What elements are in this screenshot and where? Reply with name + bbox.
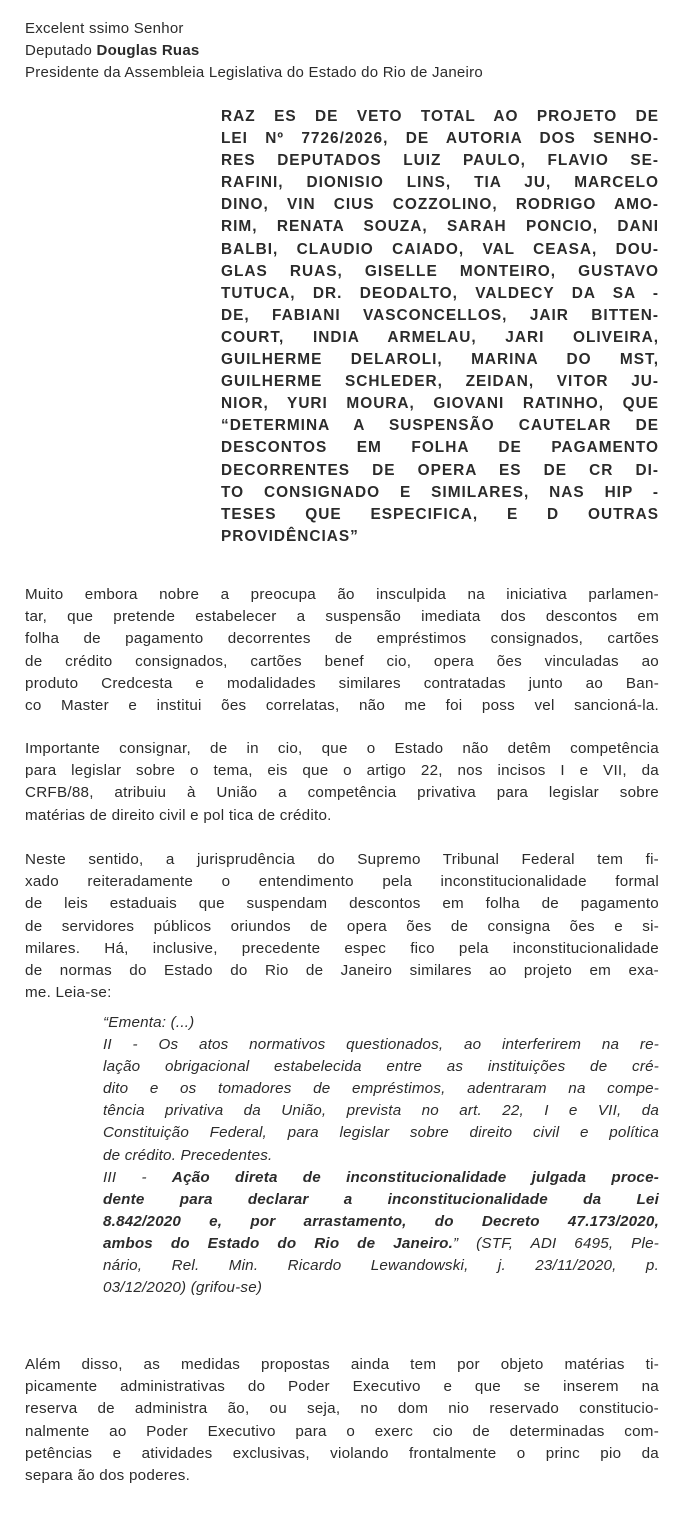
paragraph-line: me. Leia-se: xyxy=(25,984,112,1002)
paragraph-line: de leis estaduais que suspendam descontos em folha de pagamento xyxy=(25,895,659,913)
paragraph-line: folha de pagamento decorrentes de empréstimos consignados, cartões xyxy=(25,630,659,648)
paragraph-line: Importante consignar, de in cio, que o Estado não detêm competência xyxy=(25,740,659,757)
title-line: TESES QUE ESPECIFICA, E D OUTRAS xyxy=(221,505,659,523)
title-line: LEI Nº 7726/2026, DE AUTORIA DOS SENHO- xyxy=(221,130,659,148)
quote-line: lação obrigacional estabelecida entre as instituições de cré- xyxy=(103,1058,659,1076)
quote-line: tência privativa da União, prevista no art. 22, I e VII, da xyxy=(103,1102,659,1120)
paragraph-line: reserva de administra ão, ou seja, no dom nio reservado constitucio- xyxy=(25,1400,659,1418)
title-line: NIOR, YURI MOURA, GIOVANI RATINHO, QUE xyxy=(221,395,659,413)
paragraph-line: de normas do Estado do Rio de Janeiro similares ao projeto em exa- xyxy=(25,962,659,980)
quote-bold-line: 8.842/2020 e, por arrastamento, do Decreto 47.173/2020, xyxy=(103,1212,659,1230)
quote-citation-start: ” (STF, ADI 6495, Ple- xyxy=(453,1234,659,1252)
addressee-name: Douglas Ruas xyxy=(96,42,200,59)
salutation: Excelent ssimo Senhor xyxy=(25,20,184,37)
quote-line: II - Os atos normativos questionados, ao interferirem na re- xyxy=(103,1036,659,1054)
quote-line: Constituição Federal, para legislar sobre direito civil e política xyxy=(103,1124,659,1142)
quote-bold-text: Ação direta de inconstitucionalidade julgada proce- xyxy=(171,1168,659,1186)
paragraph-sanction-refusal xyxy=(25,584,659,717)
title-line: GUILHERME DELAROLI, MARINA DO MST, xyxy=(221,351,659,369)
quote-line: dito e os tomadores de empréstimos, adentraram na compe- xyxy=(103,1080,659,1098)
title-line: BALBI, CLAUDIO CAIADO, VAL CEASA, DOU- xyxy=(221,240,659,258)
title-line: GUILHERME SCHLEDER, ZEIDAN, VITOR JU- xyxy=(221,373,659,391)
paragraph-line: de servidores públicos oriundos de opera ões de consigna ões e si- xyxy=(25,917,659,935)
quote-line: 03/12/2020) (grifou-se) xyxy=(103,1279,263,1297)
paragraph-separation-of-powers xyxy=(25,1354,659,1487)
paragraph-line: Muito embora nobre a preocupa ão insculpida na iniciativa parlamen- xyxy=(25,586,659,603)
paragraph-line: milares. Há, inclusive, precedente espec fico pela inconstitucionalidade xyxy=(25,939,659,957)
paragraph-line: co Master e institui ões correlatas, não me foi poss vel sancioná-la. xyxy=(25,697,659,715)
title-line: RAZ ES DE VETO TOTAL AO PROJETO DE xyxy=(221,108,659,125)
title-line: RES DEPUTADOS LUIZ PAULO, FLAVIO SE- xyxy=(221,152,659,170)
title-line: TUTUCA, DR. DEODALTO, VALDECY DA SA - xyxy=(221,284,659,302)
paragraph-line: matérias de direito civil e pol tica de crédito. xyxy=(25,806,332,824)
title-line: TO CONSIGNADO E SIMILARES, NAS HIP - xyxy=(221,483,659,501)
title-line: “DETERMINA A SUSPENSÃO CAUTELAR DE xyxy=(221,417,659,435)
quote-item3-prefix: III - xyxy=(103,1168,172,1186)
quote-line: de crédito. Precedentes. xyxy=(103,1146,273,1164)
title-line: GLAS RUAS, GISELLE MONTEIRO, GUSTAVO xyxy=(221,262,659,280)
title-line: DINO, VIN CIUS COZZOLINO, RODRIGO AMO- xyxy=(221,196,659,214)
paragraph-line: Neste sentido, a jurisprudência do Supremo Tribunal Federal tem fi- xyxy=(25,851,659,868)
paragraph-line: xado reiteradamente o entendimento pela inconstitucionalidade formal xyxy=(25,873,659,891)
paragraph-line: picamente administrativas do Poder Executivo e que se inserem na xyxy=(25,1378,659,1396)
paragraph-competence xyxy=(25,738,659,827)
title-line: DECORRENTES DE OPERA ES DE CR DI- xyxy=(221,461,659,479)
addressee-title: Deputado xyxy=(25,42,97,59)
addressee-name-line xyxy=(25,40,483,62)
title-line: DE, FABIANI VASCONCELLOS, JAIR BITTEN- xyxy=(221,306,659,324)
paragraph-line: tar, que pretende estabelecer a suspensão imediata dos descontos em xyxy=(25,608,659,626)
paragraph-line: para legislar sobre o tema, eis que o artigo 22, nos incisos I e VII, da xyxy=(25,762,659,780)
paragraph-line: CRFB/88, atribuiu à União a competência privativa para legislar sobre xyxy=(25,784,659,802)
addressee-office: Presidente da Assembleia Legislativa do Estado do Rio de Janeiro xyxy=(25,64,483,81)
paragraph-line: Além disso, as medidas propostas ainda tem por objeto matérias ti- xyxy=(25,1356,659,1373)
quote-line: nário, Rel. Min. Ricardo Lewandowski, j. 23/11/2020, p. xyxy=(103,1257,659,1275)
paragraph-line: separa ão dos poderes. xyxy=(25,1467,191,1485)
paragraph-line: petências e atividades exclusivas, violando frontalmente o princ pio da xyxy=(25,1444,659,1462)
title-line: DESCONTOS EM FOLHA DE PAGAMENTO xyxy=(221,439,659,457)
quote-line xyxy=(103,1233,659,1255)
paragraph-line: nalmente ao Poder Executivo para o exerc cio de determinadas com- xyxy=(25,1422,659,1440)
quote-ementa: “Ementa: (...) xyxy=(103,1014,195,1031)
paragraph-jurisprudence xyxy=(25,849,659,1004)
title-line: RAFINI, DIONISIO LINS, TIA JU, MARCELO xyxy=(221,174,659,192)
title-line: RIM, RENATA SOUZA, SARAH PONCIO, DANI xyxy=(221,218,659,236)
title-line: COURT, INDIA ARMELAU, JARI OLIVEIRA, xyxy=(221,328,659,346)
quote-bold-line: dente para declarar a inconstitucionalidade da Lei xyxy=(103,1190,659,1208)
veto-title xyxy=(221,106,659,548)
court-citation-quote xyxy=(103,1012,659,1299)
quote-line xyxy=(103,1167,659,1189)
quote-bold-text: ambos do Estado do Rio de Janeiro. xyxy=(103,1234,454,1252)
paragraph-line: de crédito consignados, cartões benef cio, opera ões vinculadas ao xyxy=(25,652,659,670)
title-line: PROVIDÊNCIAS” xyxy=(221,527,359,545)
paragraph-line: produto Credcesta e modalidades similares contratadas junto ao Ban- xyxy=(25,674,659,692)
addressee-block xyxy=(25,18,483,84)
